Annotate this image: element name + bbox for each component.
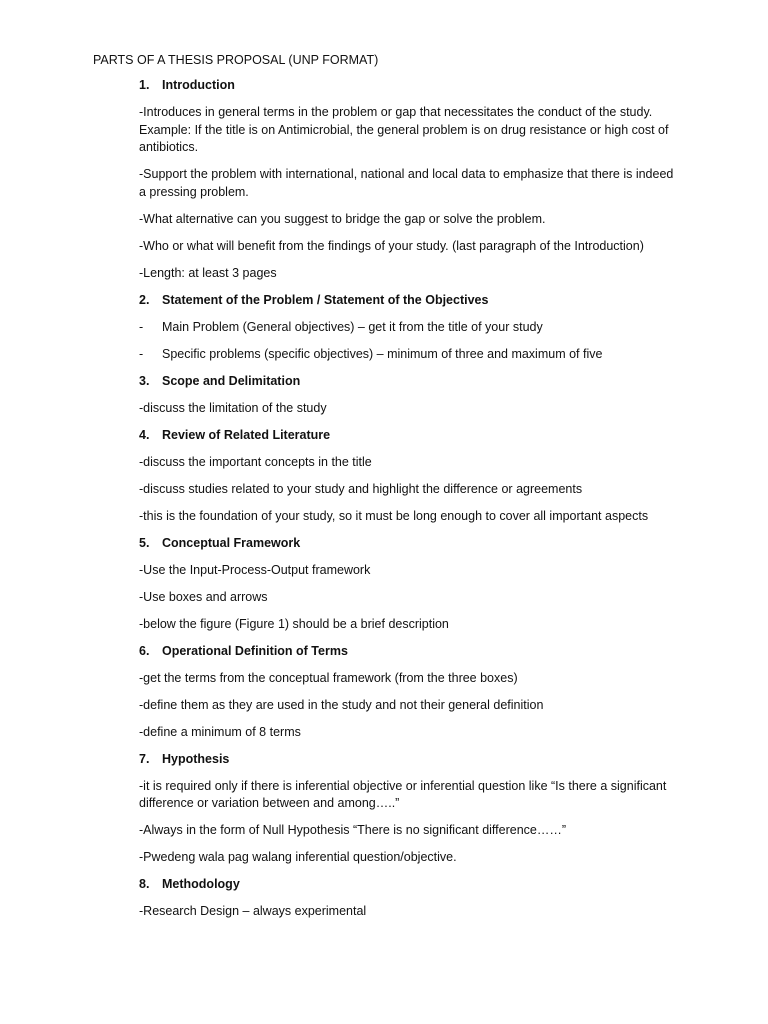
- paragraph: -define them as they are used in the study and not their general definition: [139, 697, 544, 712]
- bullet-text: Main Problem (General objectives) – get it from the title of your study: [162, 319, 543, 334]
- section-number: 8.: [139, 877, 150, 891]
- paragraph: -Use boxes and arrows: [139, 589, 268, 604]
- paragraph: -Pwedeng wala pag walang inferential question/objective.: [139, 850, 457, 864]
- paragraph: -Always in the form of Null Hypothesis “There is no significant difference……”: [139, 823, 567, 837]
- bullet-dash: -: [139, 319, 144, 334]
- section-number: 5.: [139, 535, 150, 550]
- paragraph: -Length: at least 3 pages: [139, 265, 277, 280]
- paragraph: -discuss the important concepts in the title: [139, 454, 372, 469]
- paragraph: -Introduces in general terms in the problem or gap that necessitates the conduct of the study. Example: If the title is on Antimicrobial, the general problem is on drug resistance or high cost of antibiotics.: [139, 105, 669, 154]
- section-title: Conceptual Framework: [162, 535, 301, 550]
- paragraph: -it is required only if there is inferential objective or inferential question like “Is there a significant difference or variation between and among…..”: [139, 778, 667, 810]
- paragraph: -Use the Input-Process-Output framework: [139, 562, 371, 577]
- section-heading-introduction: [139, 77, 679, 95]
- section-heading-conceptual-framework: [139, 535, 679, 553]
- bullet-text: Specific problems (specific objectives) – minimum of three and maximum of five: [162, 346, 603, 361]
- section-title: Hypothesis: [162, 751, 230, 766]
- section-number: 3.: [139, 373, 150, 388]
- section-heading-statement-of-problem: [139, 292, 679, 310]
- section-heading-hypothesis: [139, 751, 679, 769]
- bullet-item: [139, 319, 679, 337]
- section-heading-scope: [139, 373, 679, 391]
- paragraph: -below the figure (Figure 1) should be a brief description: [139, 616, 449, 631]
- paragraph: -Who or what will benefit from the findings of your study. (last paragraph of the Introduction): [139, 238, 644, 253]
- section-heading-methodology: [139, 876, 679, 894]
- section-heading-operational-definition: [139, 643, 679, 661]
- section-number: 4.: [139, 427, 150, 442]
- paragraph: -Research Design – always experimental: [139, 904, 367, 918]
- section-title: Introduction: [162, 78, 235, 92]
- paragraph: -discuss studies related to your study and highlight the difference or agreements: [139, 481, 583, 496]
- paragraph: -Support the problem with international, national and local data to emphasize that there is indeed a pressing problem.: [139, 167, 674, 199]
- section-number: 2.: [139, 292, 150, 307]
- section-title: Scope and Delimitation: [162, 373, 301, 388]
- section-title: Review of Related Literature: [162, 427, 331, 442]
- paragraph: -get the terms from the conceptual framework (from the three boxes): [139, 670, 518, 685]
- paragraph: -define a minimum of 8 terms: [139, 724, 301, 739]
- bullet-item: [139, 346, 679, 364]
- document-body: [139, 77, 679, 921]
- paragraph: -this is the foundation of your study, so it must be long enough to cover all important aspects: [139, 508, 649, 523]
- paragraph: -discuss the limitation of the study: [139, 400, 327, 415]
- document-title: PARTS OF A THESIS PROPOSAL (UNP FORMAT): [93, 53, 379, 67]
- section-number: 7.: [139, 751, 150, 766]
- section-heading-review-of-literature: [139, 427, 679, 445]
- section-number: 6.: [139, 643, 150, 658]
- section-title: Statement of the Problem / Statement of the Objectives: [162, 292, 489, 307]
- section-title: Operational Definition of Terms: [162, 643, 348, 658]
- paragraph: -What alternative can you suggest to bridge the gap or solve the problem.: [139, 211, 546, 226]
- bullet-dash: -: [139, 346, 144, 361]
- section-number: 1.: [139, 78, 150, 92]
- section-title: Methodology: [162, 877, 240, 891]
